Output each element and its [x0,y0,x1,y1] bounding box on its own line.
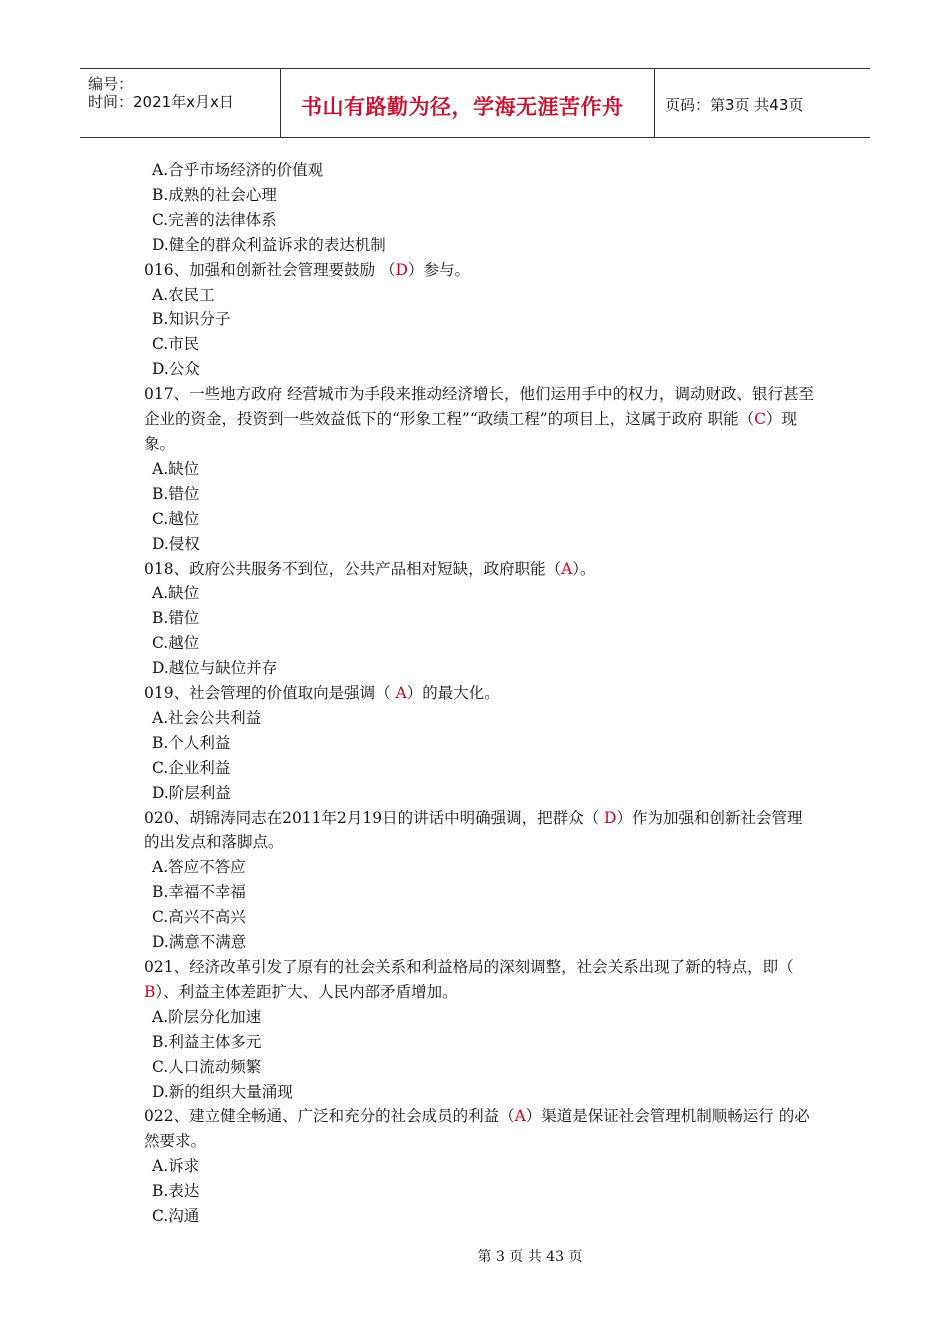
answer-option: A.缺位 [152,584,200,603]
question-text: 019、社会管理的价值取向是强调（ [144,684,396,703]
question-list [144,158,814,1229]
answer-option: C.人口流动频繁 [152,1057,262,1076]
question-text-tail: ）的最大化。 [406,684,500,703]
number-label: 编号： [88,75,134,93]
answer-option: C.企业利益 [152,758,231,777]
answer-option: D.阶层利益 [152,783,231,802]
answer-option: A.阶层分化加速 [152,1007,262,1026]
answer-option: C.市民 [152,335,200,354]
answer-option: D.公众 [152,360,200,379]
question-stem [144,806,814,856]
question-text: 020、胡锦涛同志在2011年2月19日的讲话中明确强调，把群众（ [144,808,605,827]
motto: 书山有路勤为径，学海无涯苦作舟 [301,95,624,119]
answer-option: D.满意不满意 [152,933,247,952]
answer-option: D.越位与缺位并存 [152,659,278,678]
question-stem [144,681,814,706]
answer-option: C.越位 [152,509,200,528]
answer-option: D.侵权 [152,534,200,553]
answer-key: C [754,410,767,429]
header-meta-cell [80,69,281,137]
question-stem [144,382,814,457]
header-motto-cell [281,69,655,137]
answer-option: A.答应不答应 [152,858,246,877]
answer-key: D [604,808,617,827]
answer-option: A.社会公共利益 [152,708,262,727]
question-text-tail: ）渠道是保证社会管理机制顺畅运行 的必然要求。 [144,1107,810,1151]
answer-option: B.利益主体多元 [152,1032,262,1051]
answer-option: D.新的组织大量涌现 [152,1082,293,1101]
question-text: 018、政府公共服务不到位，公共产品相对短缺，政府职能（ [144,559,562,578]
question-text-tail: ）。 [572,559,596,578]
question-stem [144,1104,814,1154]
page-indicator: 页码：第3页 共43页 [665,96,804,114]
question-stem [144,557,814,582]
answer-option: D.健全的群众利益诉求的表达机制 [152,235,386,254]
answer-key: A [395,684,407,703]
answer-option: B.表达 [152,1182,200,1201]
answer-key: D [395,260,408,279]
answer-option: B.幸福不幸福 [152,883,246,902]
answer-option: C.越位 [152,634,200,653]
question-text: 017、一些地方政府 经营城市为手段来推动经济增长，他们运用手中的权力，调动财政、银行甚至企业的资金，投资到一些效益低下的“形象工程”“政绩工程”的项目上，这属于政府 职能（ [144,385,815,429]
question-text: 016、加强和创新社会管理要鼓励 （ [144,260,396,279]
answer-option: B.错位 [152,609,200,628]
footer-page-number: 第 3 页 共 43 页 [477,1249,583,1265]
answer-option: A.合乎市场经济的价值观 [152,161,324,179]
answer-key: A [561,559,573,578]
answer-option: C.完善的法律体系 [152,210,277,229]
answer-option: B.个人利益 [152,733,231,752]
question-text-tail: ）作为加强和创新社会管理的出发点和落脚点。 [144,808,803,852]
answer-option: B.成熟的社会心理 [152,185,277,204]
answer-option: B.知识分子 [152,310,231,329]
answer-key: B [144,982,156,1001]
answer-option: C.高兴不高兴 [152,908,246,927]
question-text-tail: ）现象。 [144,410,798,453]
question-stem [144,258,814,283]
answer-key: A [514,1107,526,1126]
page-footer [0,1246,950,1266]
answer-option: A.农民工 [152,285,215,304]
question-text-tail: ）、利益主体差距扩大、人民内部矛盾增加。 [155,982,458,1001]
question-text-tail: ）参与。 [407,260,470,279]
answer-option: A.缺位 [152,459,200,478]
header-page-cell [655,69,870,137]
question-stem [144,955,814,1005]
answer-option: B.错位 [152,484,200,503]
question-text: 021、经济改革引发了原有的社会关系和利益格局的深刻调整，社会关系出现了新的特点，即（ [144,958,794,976]
answer-option: C.沟通 [152,1207,200,1226]
answer-option: A.诉求 [152,1157,200,1176]
question-text: 022、建立健全畅通、广泛和充分的社会成员的利益（ [144,1107,515,1126]
page-header [80,68,870,138]
time-label: 时间：2021年x月x日 [88,93,234,111]
